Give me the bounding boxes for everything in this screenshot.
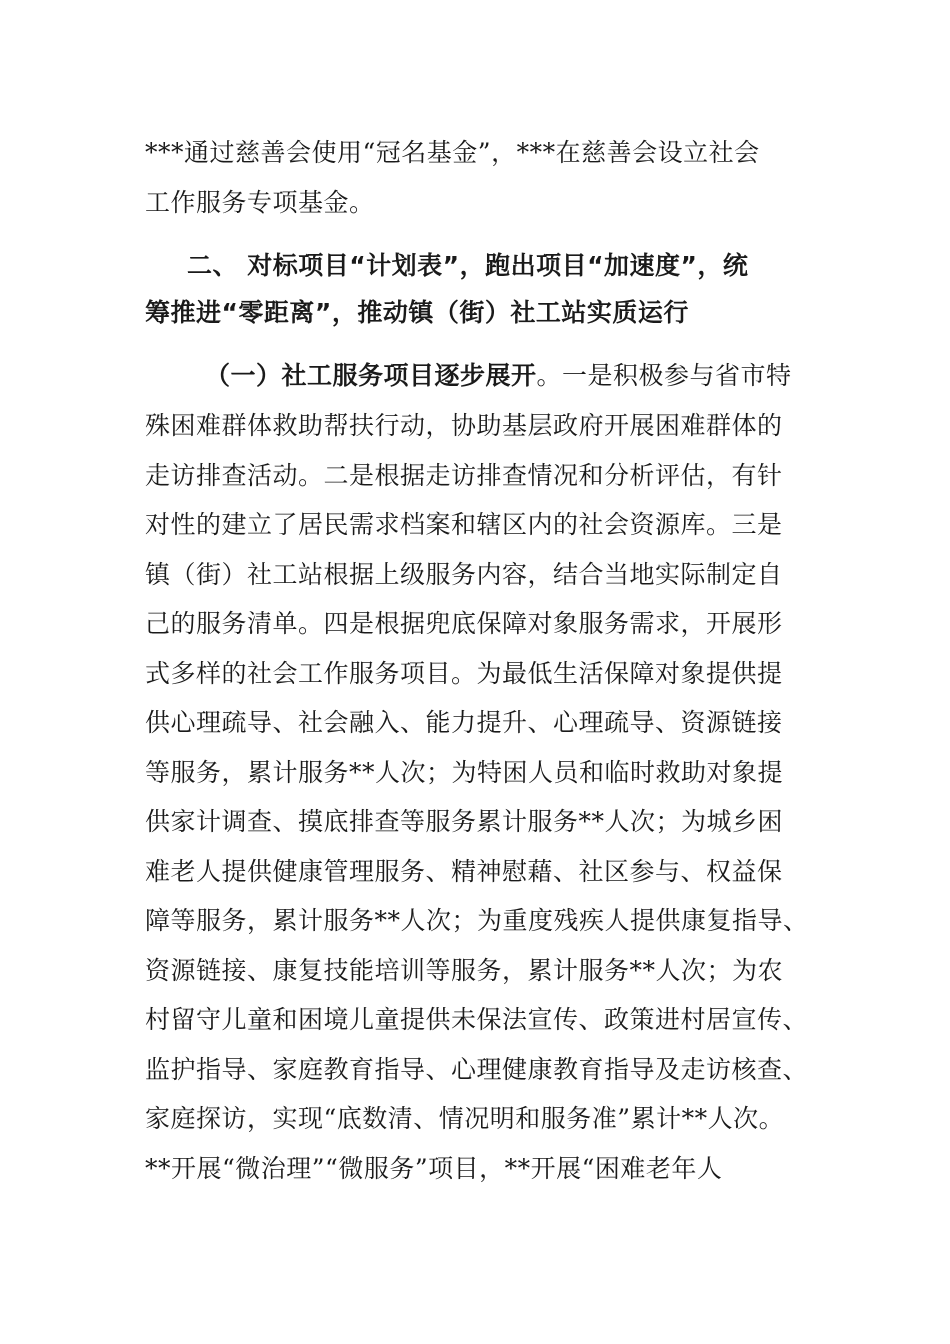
paragraph-line: 供家计调查、摸底排查等服务累计服务**人次；为城乡困 [145, 807, 784, 836]
paragraph-line: 式多样的社会工作服务项目。为最低生活保障对象提供提 [145, 659, 783, 688]
paragraph-line: 殊困难群体救助帮扶行动，协助基层政府开展困难群体的 [145, 411, 783, 440]
paragraph-line: ***通过慈善会使用“冠名基金”，***在慈善会设立社会 [145, 138, 760, 167]
section-heading: 筹推进“零距离”，推动镇（街）社工站实质运行 [145, 298, 689, 327]
paragraph-line: 等服务，累计服务**人次；为特困人员和临时救助对象提 [145, 758, 784, 787]
paragraph-line: 对性的建立了居民需求档案和辖区内的社会资源库。三是 [145, 510, 783, 539]
subsection-text: 。一是积极参与省市特 [536, 361, 792, 390]
paragraph-line: 供心理疏导、社会融入、能力提升、心理疏导、资源链接 [145, 708, 783, 737]
paragraph-line: 家庭探访，实现“底数清、情况明和服务准”累计**人次。 [145, 1104, 785, 1133]
paragraph-line: **开展“微治理”“微服务”项目，**开展“困难老年人 [145, 1154, 723, 1183]
paragraph-line: 己的服务清单。四是根据兜底保障对象服务需求，开展形 [145, 609, 783, 638]
paragraph-line: 村留守儿童和困境儿童提供未保法宣传、政策进村居宣传、 [145, 1005, 809, 1034]
paragraph-line: 资源链接、康复技能培训等服务，累计服务**人次；为农 [145, 956, 784, 985]
paragraph-line: 难老人提供健康管理服务、精神慰藉、社区参与、权益保 [145, 857, 783, 886]
subsection-title: （一）社工服务项目逐步展开 [205, 361, 537, 390]
subsection-first-line [205, 361, 865, 391]
paragraph-line: 镇（街）社工站根据上级服务内容，结合当地实际制定自 [145, 560, 783, 589]
paragraph-line: 工作服务专项基金。 [145, 188, 375, 217]
paragraph-line: 障等服务，累计服务**人次；为重度残疾人提供康复指导、 [145, 906, 809, 935]
paragraph-line: 走访排查活动。二是根据走访排查情况和分析评估，有针 [145, 461, 783, 490]
paragraph-line: 监护指导、家庭教育指导、心理健康教育指导及走访核查、 [145, 1055, 809, 1084]
section-heading: 二、 对标项目“计划表”，跑出项目“加速度”，统 [187, 251, 749, 280]
